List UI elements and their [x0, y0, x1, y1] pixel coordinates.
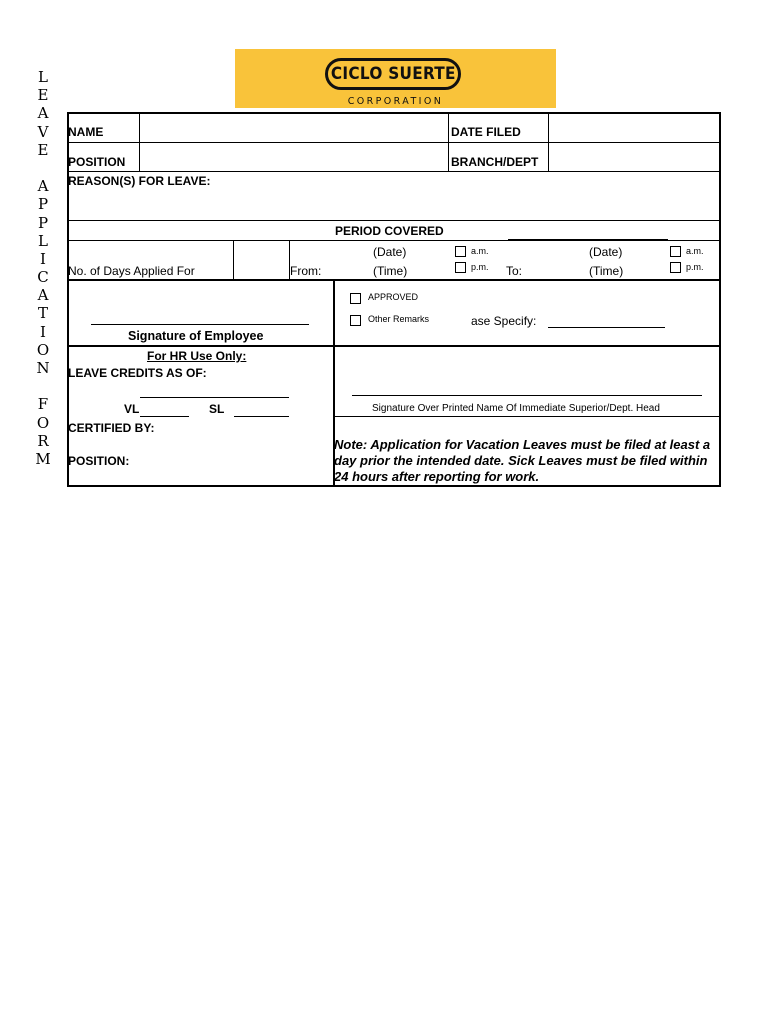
logo-oval — [325, 58, 461, 90]
date-filed-label: DATE FILED — [451, 125, 521, 139]
branch-dept-field[interactable] — [550, 143, 718, 170]
divider — [68, 345, 720, 347]
branch-dept-label: BRANCH/DEPT — [451, 155, 539, 169]
form-bottom-border — [67, 485, 721, 487]
side-title-letter: R — [37, 431, 49, 450]
period-covered-label: PERIOD COVERED — [335, 224, 444, 238]
side-title-letter — [34, 159, 52, 177]
from-date-label[interactable]: (Date) — [373, 245, 407, 259]
divider — [68, 240, 720, 241]
divider — [334, 416, 720, 417]
divider — [68, 220, 720, 221]
approved-label: APPROVED — [368, 292, 419, 302]
position-field[interactable] — [141, 143, 447, 170]
specify-label: ase Specify: — [471, 314, 537, 328]
to-label: To: — [506, 264, 523, 278]
other-remarks-checkbox[interactable] — [350, 315, 361, 326]
side-title-letter: V — [37, 122, 49, 141]
side-title-letter: M — [35, 449, 51, 468]
superior-signature-label: Signature Over Printed Name Of Immediate Superior/Dept. Head — [372, 403, 660, 414]
side-title-letter: P — [37, 195, 49, 214]
days-applied-label: No. of Days Applied For — [68, 264, 195, 278]
specify-line[interactable] — [548, 327, 665, 328]
to-pm-checkbox[interactable] — [670, 262, 681, 273]
hr-position-label: POSITION: — [68, 454, 130, 468]
side-title-letter: A — [37, 177, 49, 196]
sl-line[interactable] — [234, 416, 289, 417]
side-title-letter: O — [36, 413, 50, 432]
name-label: NAME — [68, 125, 104, 139]
hr-title: For HR Use Only: — [147, 349, 247, 363]
side-title — [34, 68, 52, 468]
side-title-letter: L — [38, 68, 48, 86]
vl-label: VL — [124, 402, 140, 416]
side-title-letter: A — [37, 286, 49, 305]
side-title-letter: T — [37, 304, 48, 323]
side-title-letter — [34, 377, 52, 395]
divider — [233, 240, 234, 279]
vl-line[interactable] — [140, 416, 189, 417]
credits-date-line[interactable] — [140, 397, 289, 398]
from-pm-checkbox[interactable] — [455, 262, 466, 273]
divider — [68, 279, 720, 281]
side-title-letter: A — [37, 104, 49, 123]
from-am-checkbox[interactable] — [455, 246, 466, 257]
position-label: POSITION — [68, 155, 126, 169]
approved-checkbox[interactable] — [350, 293, 361, 304]
to-date-label[interactable]: (Date) — [589, 245, 623, 259]
side-title-letter: I — [40, 322, 46, 341]
from-label: From: — [290, 264, 322, 278]
other-remarks-label: Other Remarks — [368, 314, 430, 324]
side-title-letter: E — [37, 86, 49, 105]
reasons-field[interactable] — [70, 190, 718, 218]
side-title-letter: E — [37, 140, 49, 159]
sl-label: SL — [209, 402, 225, 416]
divider — [68, 171, 720, 172]
logo-subtitle: CORPORATION — [347, 96, 444, 107]
to-am-checkbox[interactable] — [670, 246, 681, 257]
side-title-letter: N — [36, 359, 50, 377]
filing-note: Note: Application for Vacation Leaves must be filed at least a day prior the intended date. Sick Leaves must be filed within 24 hours after reporting for work. — [334, 437, 711, 484]
reasons-label: REASON(S) FOR LEAVE: — [68, 174, 211, 188]
days-applied-field[interactable] — [235, 242, 288, 278]
certified-by-label: CERTIFIED BY: — [68, 421, 155, 435]
employee-signature-line[interactable] — [91, 324, 309, 325]
leave-credits-label: LEAVE CREDITS AS OF: — [68, 366, 207, 380]
from-pm-label: p.m. — [471, 262, 489, 272]
to-pm-label: p.m. — [686, 262, 704, 272]
to-time-label[interactable]: (Time) — [589, 264, 624, 278]
side-title-letter: O — [36, 340, 50, 359]
side-title-letter: I — [40, 249, 46, 268]
side-title-letter: P — [37, 213, 49, 232]
to-am-label: a.m. — [686, 246, 704, 256]
from-am-label: a.m. — [471, 246, 489, 256]
name-field[interactable] — [141, 114, 447, 141]
date-filed-field[interactable] — [550, 114, 718, 141]
from-time-label[interactable]: (Time) — [373, 264, 408, 278]
superior-signature-line[interactable] — [352, 395, 702, 396]
logo-name: CICLO SUERTE — [330, 64, 456, 84]
side-title-letter: L — [38, 231, 48, 250]
side-title-letter: F — [37, 395, 49, 414]
employee-signature-label: Signature of Employee — [128, 329, 264, 343]
side-title-letter: C — [37, 268, 49, 287]
form-right-border — [719, 112, 721, 487]
